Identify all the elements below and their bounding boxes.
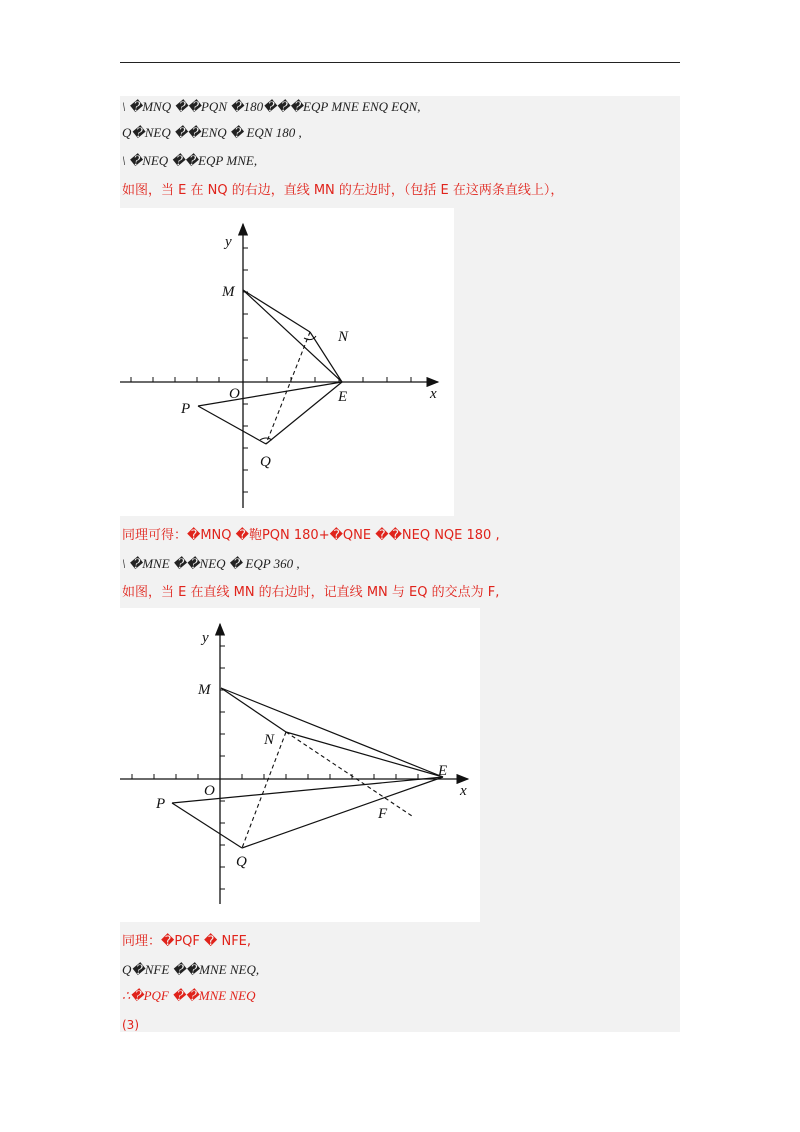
label-q: Q	[236, 854, 247, 870]
label-y: y	[225, 234, 232, 250]
label-e: E	[438, 763, 448, 779]
y-ticks	[220, 646, 225, 889]
label-x: x	[460, 783, 467, 799]
text-line-9: Q�NFE ��MNE NEQ,	[122, 962, 260, 977]
x-ticks	[131, 377, 411, 382]
label-n: N	[338, 329, 349, 345]
label-q: Q	[260, 454, 271, 470]
figure-2-svg	[120, 608, 480, 922]
label-p: P	[156, 796, 166, 812]
angle-arc-q	[260, 438, 272, 440]
header-rule	[120, 62, 680, 63]
label-e: E	[338, 389, 348, 405]
figure-2	[120, 608, 480, 922]
figure-1-svg	[120, 208, 454, 516]
text-line-2: Q�NEQ ��ENQ � EQN 180 ,	[122, 125, 302, 140]
label-y: y	[202, 630, 209, 646]
label-f: F	[378, 806, 388, 822]
label-o: O	[229, 386, 240, 402]
label-m: M	[198, 682, 211, 698]
text-line-6: \ �MNE ��NEQ � EQP 360 ,	[122, 556, 300, 571]
label-m: M	[222, 284, 235, 300]
label-x: x	[430, 386, 437, 402]
figure-1	[120, 208, 454, 516]
section-number: (3)	[122, 1018, 139, 1032]
figure-2-shape	[172, 688, 443, 848]
text-line-10: ∴�PQF ��MNE NEQ	[122, 988, 256, 1003]
text-line-3: \ �NEQ ��EQP MNE,	[122, 153, 258, 168]
text-line-1: \ �MNQ ��PQN �180���EQP MNE ENQ EQN,	[122, 99, 421, 114]
figure-1-shape	[198, 290, 342, 444]
text-line-5: 同理可得：�MNQ �鞄PQN 180+�QNE ��NEQ NQE 180 ,	[122, 528, 500, 543]
y-ticks	[243, 248, 248, 492]
figure-2-dashed	[242, 732, 412, 848]
label-o: O	[204, 783, 215, 799]
x-ticks	[132, 774, 418, 779]
text-line-7: 如图，当 E 在直线 MN 的右边时，记直线 MN 与 EQ 的交点为 F,	[122, 585, 500, 600]
label-p: P	[181, 401, 191, 417]
text-line-4: 如图，当 E 在 NQ 的右边，直线 MN 的左边时，（包括 E 在这两条直线上），	[122, 183, 564, 198]
label-n: N	[264, 732, 275, 748]
text-line-8: 同理：�PQF � NFE,	[122, 934, 252, 949]
